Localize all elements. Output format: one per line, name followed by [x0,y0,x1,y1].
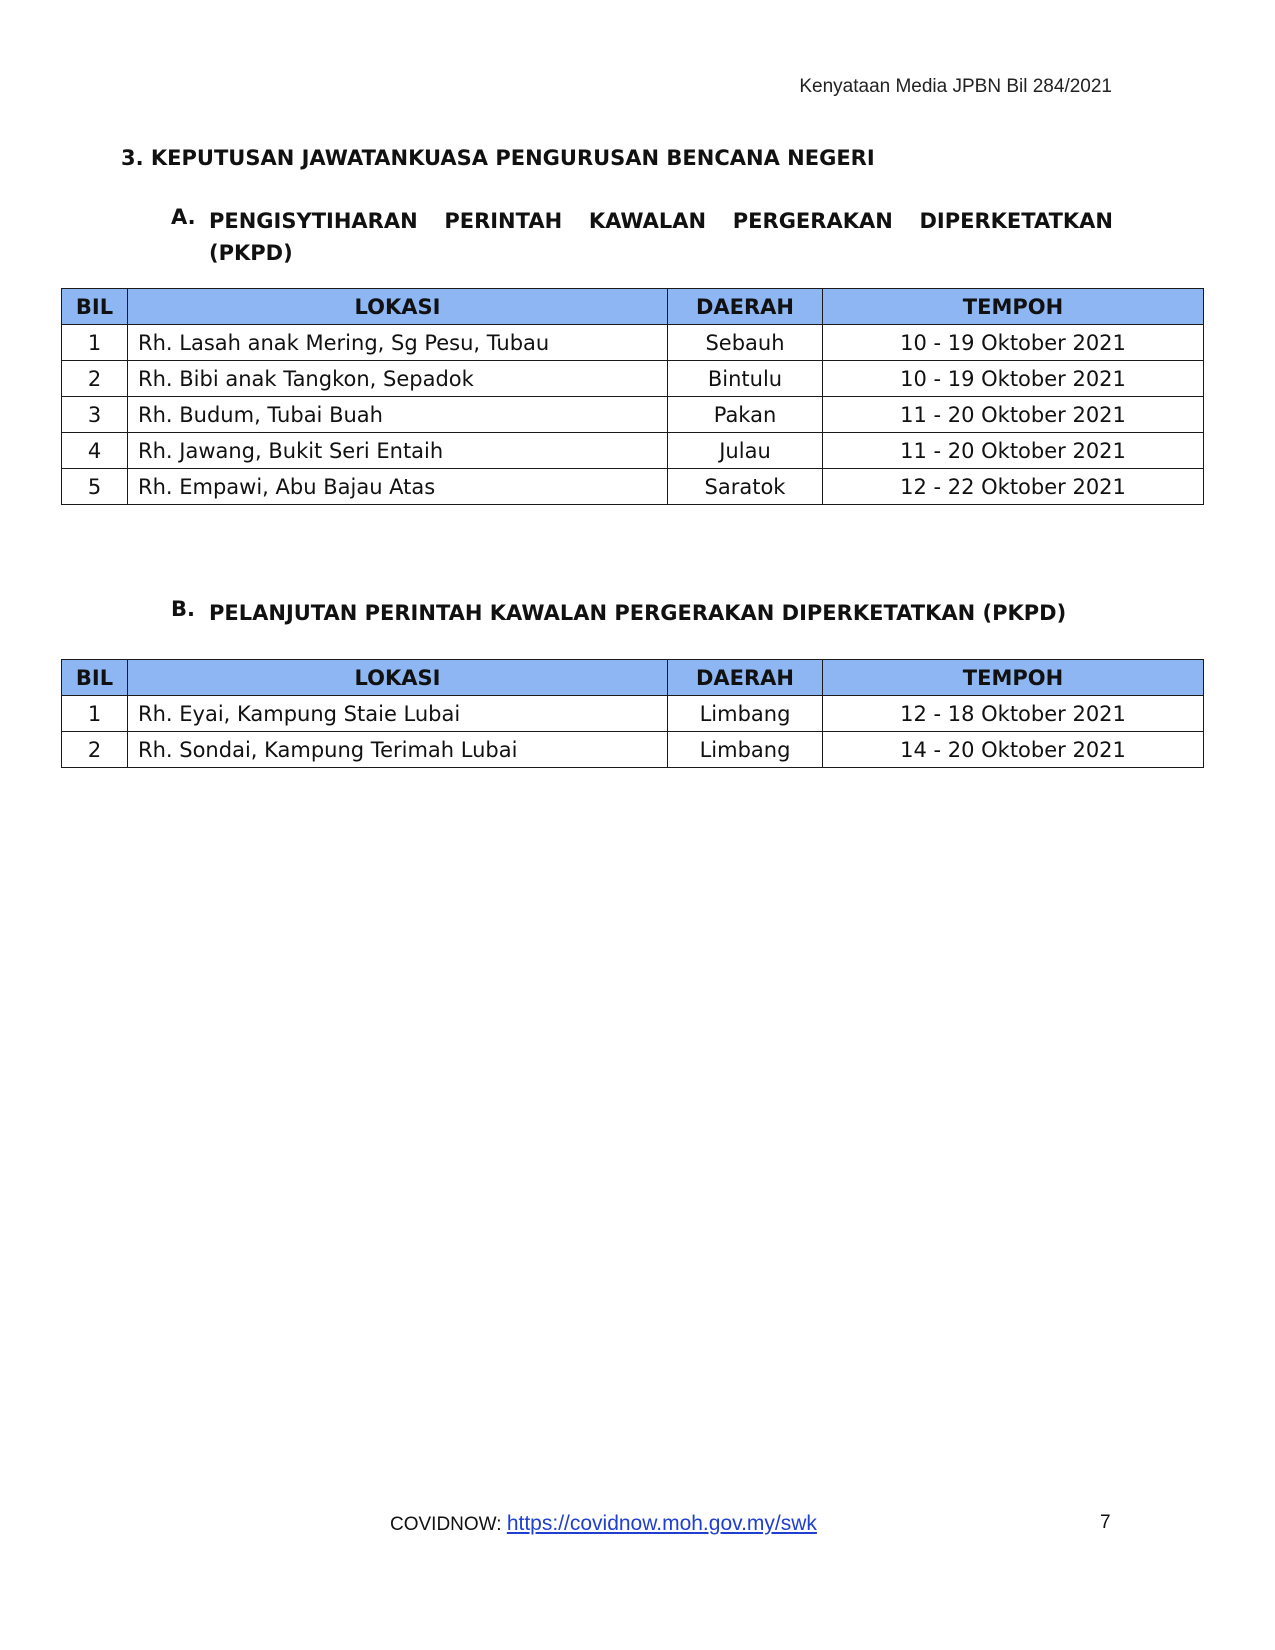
cell-bil: 2 [62,732,128,768]
heading-b-letter: B. [171,597,195,621]
cell-bil: 1 [62,696,128,732]
cell-daerah: Pakan [668,397,823,433]
cell-daerah: Limbang [668,696,823,732]
table-row [62,397,1204,433]
column-header-lokasi: LOKASI [128,289,668,325]
cell-lokasi: Rh. Jawang, Bukit Seri Entaih [128,433,668,469]
table-body [62,696,1204,768]
cell-daerah: Limbang [668,732,823,768]
cell-bil: 1 [62,325,128,361]
heading-b [171,597,1113,629]
section-title: 3. KEPUTUSAN JAWATANKUASA PENGURUSAN BENCANA NEGERI [121,146,875,170]
page-header: Kenyataan Media JPBN Bil 284/2021 [799,76,1112,97]
table-row [62,732,1204,768]
pkpd-extension-table [61,659,1204,768]
column-header-tempoh: TEMPOH [823,289,1204,325]
column-header-tempoh: TEMPOH [823,660,1204,696]
cell-lokasi: Rh. Sondai, Kampung Terimah Lubai [128,732,668,768]
pkpd-declaration-table [61,288,1204,505]
column-header-lokasi: LOKASI [128,660,668,696]
footer [390,1512,817,1536]
column-header-bil: BIL [62,289,128,325]
table-row [62,469,1204,505]
cell-bil: 4 [62,433,128,469]
heading-b-text: PELANJUTAN PERINTAH KAWALAN PERGERAKAN DIPERKETATKAN (PKPD) [209,601,1067,625]
cell-tempoh: 14 - 20 Oktober 2021 [823,732,1204,768]
heading-a [171,205,1113,269]
cell-daerah: Bintulu [668,361,823,397]
column-header-daerah: DAERAH [668,660,823,696]
column-header-bil: BIL [62,660,128,696]
table-row [62,696,1204,732]
heading-a-letter: A. [171,205,196,229]
cell-daerah: Saratok [668,469,823,505]
cell-daerah: Sebauh [668,325,823,361]
covidnow-link[interactable]: https://covidnow.moh.gov.my/swk [506,1512,817,1535]
table-row [62,433,1204,469]
page-number: 7 [1100,1512,1111,1533]
cell-bil: 2 [62,361,128,397]
table-row [62,325,1204,361]
cell-bil: 3 [62,397,128,433]
column-header-daerah: DAERAH [668,289,823,325]
cell-tempoh: 10 - 19 Oktober 2021 [823,361,1204,397]
cell-lokasi: Rh. Eyai, Kampung Staie Lubai [128,696,668,732]
cell-tempoh: 11 - 20 Oktober 2021 [823,397,1204,433]
table-header-row [62,660,1204,696]
cell-tempoh: 12 - 22 Oktober 2021 [823,469,1204,505]
cell-lokasi: Rh. Budum, Tubai Buah [128,397,668,433]
cell-tempoh: 12 - 18 Oktober 2021 [823,696,1204,732]
table-body [62,325,1204,505]
heading-a-text: PENGISYTIHARAN PERINTAH KAWALAN PERGERAKAN DIPERKETATKAN (PKPD) [209,209,1113,265]
cell-tempoh: 11 - 20 Oktober 2021 [823,433,1204,469]
cell-lokasi: Rh. Bibi anak Tangkon, Sepadok [128,361,668,397]
footer-label: COVIDNOW: [390,1514,507,1535]
cell-bil: 5 [62,469,128,505]
cell-tempoh: 10 - 19 Oktober 2021 [823,325,1204,361]
cell-daerah: Julau [668,433,823,469]
table-header-row [62,289,1204,325]
cell-lokasi: Rh. Lasah anak Mering, Sg Pesu, Tubau [128,325,668,361]
cell-lokasi: Rh. Empawi, Abu Bajau Atas [128,469,668,505]
table-row [62,361,1204,397]
